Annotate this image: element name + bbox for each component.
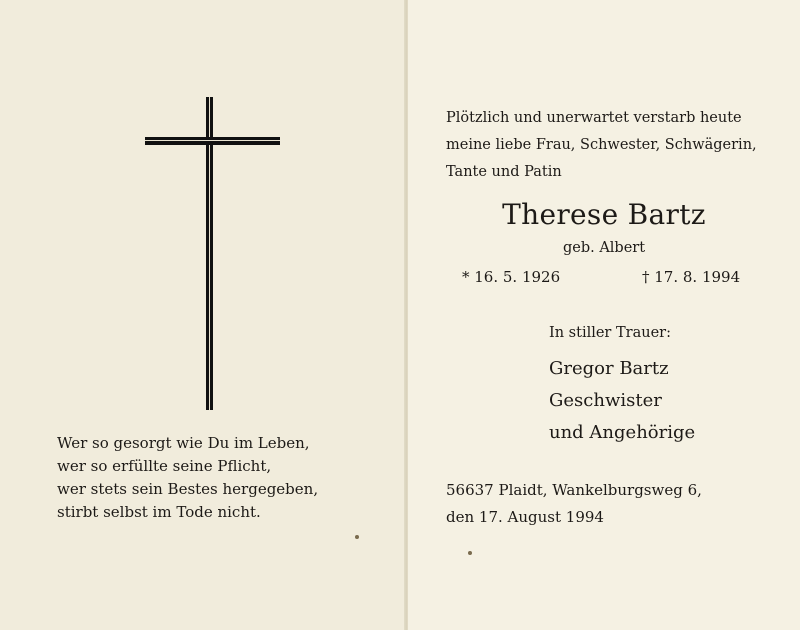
mourner: Gregor Bartz <box>549 358 669 379</box>
cross-horizontal-bar <box>145 137 280 145</box>
verse-line: Wer so gesorgt wie Du im Leben, <box>57 434 310 452</box>
paper-speck <box>355 535 359 539</box>
verse-line: wer so erfüllte seine Pflicht, <box>57 457 272 475</box>
announcement-line: Tante und Patin <box>446 164 562 180</box>
birth-date: * 16. 5. 1926 <box>462 268 561 286</box>
verse-line: wer stets sein Bestes hergegeben, <box>57 480 319 498</box>
announcement-line: meine liebe Frau, Schwester, Schwägerin, <box>446 137 757 153</box>
announcement-line: Plötzlich und unerwartet verstarb heute <box>446 110 742 126</box>
maiden-name: geb. Albert <box>562 240 646 256</box>
verse-line: stirbt selbst im Tode nicht. <box>57 503 261 521</box>
death-date: † 17. 8. 1994 <box>642 268 741 286</box>
deceased-name: Therese Bartz <box>502 198 706 231</box>
mourner: und Angehörige <box>549 422 696 443</box>
announcement-text <box>446 105 776 186</box>
mourning-label: In stiller Trauer: <box>549 325 671 341</box>
mourner: Geschwister <box>549 390 662 411</box>
right-panel <box>408 0 800 630</box>
memorial-verse <box>57 432 377 524</box>
mourners-list <box>549 353 695 449</box>
address-line: 56637 Plaidt, Wankelburgsweg 6, <box>446 481 702 499</box>
paper-speck <box>468 551 472 555</box>
date-line: den 17. August 1994 <box>446 508 604 526</box>
address-block <box>446 477 702 531</box>
